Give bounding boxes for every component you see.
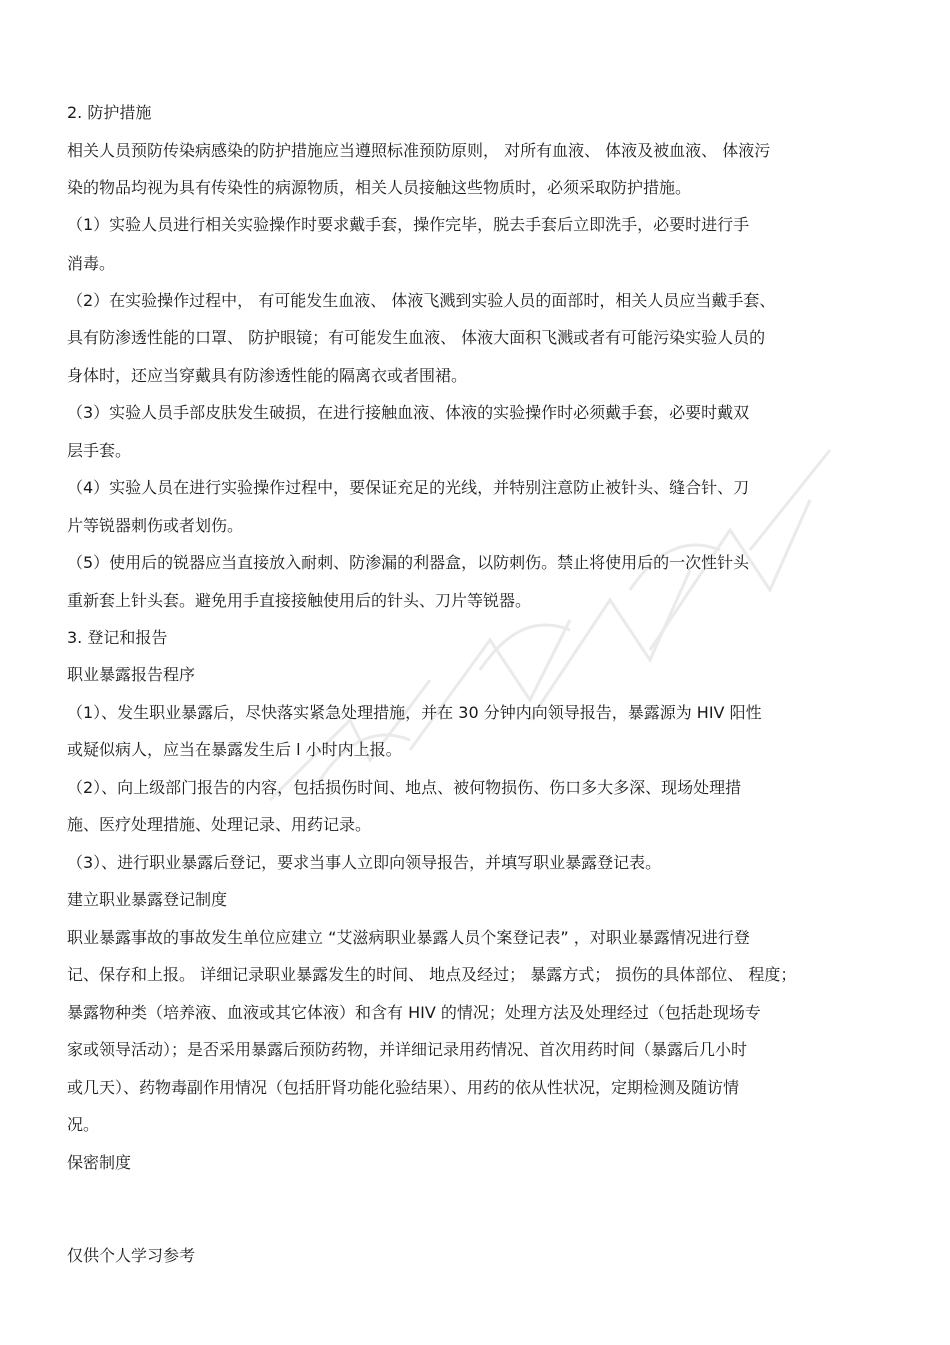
subheading: 建立职业暴露登记制度 [67,890,228,909]
list-item-line: （3）实验人员手部皮肤发生破损，在进行接触血液、体液的实验操作时必须戴手套，必要时戴双 [67,403,750,422]
footer-note: 仅供个人学习参考 [67,1246,196,1265]
paragraph-line: 家或领导活动）；是否采用暴露后预防药物，并详细记录用药情况、首次用药时间（暴露后几小时 [67,1040,748,1059]
list-item-line: （1）实验人员进行相关实验操作时要求戴手套，操作完毕，脱去手套后立即洗手，必要时进行手 [67,215,750,234]
list-item-line: 身体时，还应当穿戴具有防渗透性能的隔离衣或者围裙。 [67,366,468,385]
paragraph-line: 记、保存和上报。 详细记录职业暴露发生的时间、 地点及经过； 暴露方式； 损伤的具体部位、 程度； [67,965,797,984]
paragraph-line: 暴露物种类（培养液、血液或其它体液）和含有 HIV 的情况；处理方法及处理经过（包括赴现场专 [67,1003,761,1022]
list-item-line: 或疑似病人，应当在暴露发生后 l 小时内上报。 [67,740,402,759]
list-item-line: （3）、进行职业暴露后登记，要求当事人立即向领导报告，并填写职业暴露登记表。 [67,853,662,872]
list-item-line: （5）使用后的锐器应当直接放入耐刺、防渗漏的利器盒，以防刺伤。禁止将使用后的一次性针头 [67,553,750,572]
list-item-line: （4）实验人员在进行实验操作过程中，要保证充足的光线，并特别注意防止被针头、缝合针、刀 [67,478,750,497]
paragraph-line: 染的物品均视为具有传染性的病源物质，相关人员接触这些物质时，必须采取防护措施。 [67,178,692,197]
list-item-line: （2）、向上级部门报告的内容，包括损伤时间、地点、被何物损伤、伤口多大多深、现场处理措 [67,778,742,797]
list-item-line: 层手套。 [67,441,132,460]
section-heading-protection: 2. 防护措施 [67,103,152,122]
list-item-line: 具有防渗透性能的口罩、 防护眼镜；有可能发生血液、 体液大面积飞溅或者有可能污染实验人员的 [67,328,766,347]
paragraph-line: 相关人员预防传染病感染的防护措施应当遵照标准预防原则， 对所有血液、 体液及被血液、 体液污 [67,141,771,160]
paragraph-line: 职业暴露事故的事故发生单位应建立 “艾滋病职业暴露人员个案登记表” ，对职业暴露情况进行登 [67,928,750,947]
list-item-line: （2）在实验操作过程中， 有可能发生血液、 体液飞溅到实验人员的面部时，相关人员应当戴手套、 [67,291,776,310]
paragraph-line: 或几天）、药物毒副作用情况（包括肝肾功能化验结果）、用药的依从性状况，定期检测及随访情 [67,1078,740,1097]
subheading: 职业暴露报告程序 [67,665,196,684]
list-item-line: 消毒。 [67,254,116,273]
list-item-line: 施、医疗处理措施、处理记录、用药记录。 [67,815,372,834]
subheading: 保密制度 [67,1153,132,1172]
section-heading-registration: 3. 登记和报告 [67,628,168,647]
paragraph-line: 况。 [67,1115,100,1134]
list-item-line: （1）、发生职业暴露后，尽快落实紧急处理措施，并在 30 分钟内向领导报告，暴露源为 HIV 阳性 [67,703,762,722]
list-item-line: 片等锐器刺伤或者划伤。 [67,516,244,535]
list-item-line: 重新套上针头套。避免用手直接接触使用后的针头、刀片等锐器。 [67,591,532,610]
